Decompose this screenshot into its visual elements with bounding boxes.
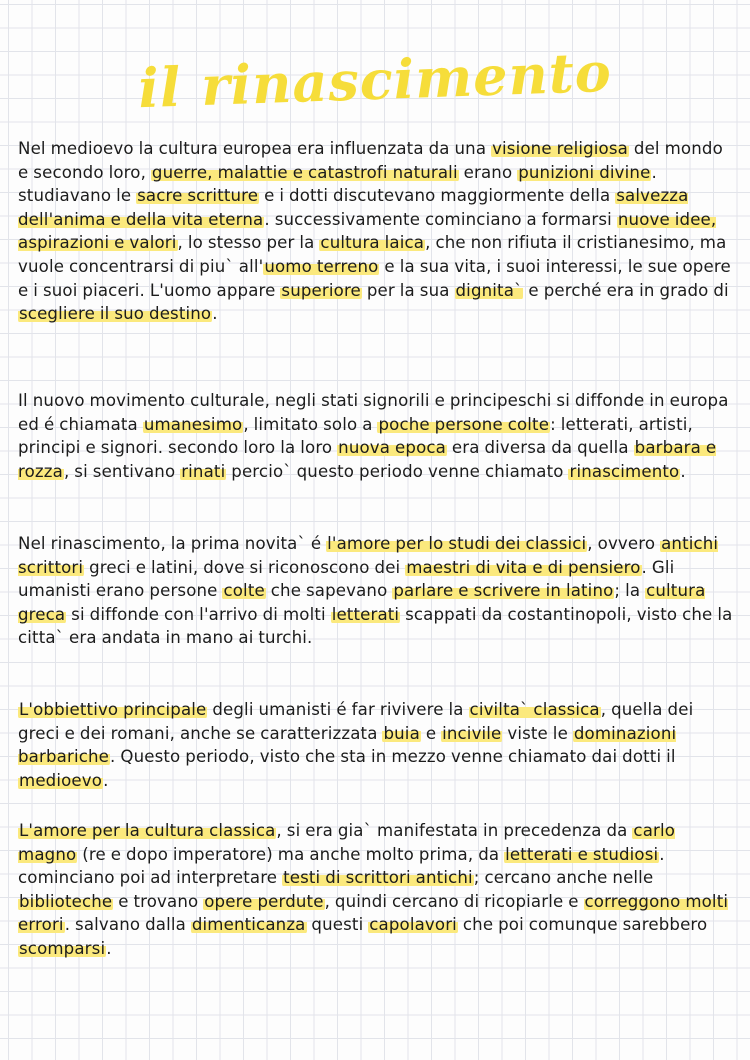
highlighted-text: cultura laica [320,233,425,253]
body-text: Il nuovo movimento culturale, negli stati signorili e principeschi si diffonde in europa ed é chiamata [18,391,729,434]
paragraph-novita-rinascimento [18,532,734,650]
body-text: , si era gia` manifestata in precedenza da [276,821,633,840]
body-text: . Questo periodo, visto che sta in mezzo venne chiamato dai dotti il [110,747,676,767]
highlighted-text: buia [383,723,420,743]
body-text: greci e latini, dove si riconoscono dei [84,557,406,577]
body-text: percio` questo periodo venne chiamato [226,461,569,481]
body-text: e trovano [113,891,204,911]
highlighted-text: maestri di vita e di pensiero [406,557,641,577]
body-text: degli umanisti é far rivivere la [207,700,469,719]
body-text: che sapevano [265,581,393,601]
highlighted-text: carlo magno [18,821,676,864]
highlighted-text: umanesimo [143,414,243,434]
body-text: e [420,723,442,743]
highlighted-text: scegliere il suo destino [19,304,212,324]
highlighted-text: rinati [181,461,226,481]
body-text: . studiavano le [18,162,657,206]
body-text: , quella dei greci e dei romani, anche se caratterizzata [18,700,694,743]
body-text: (re e dopo imperatore) ma anche molto prima, da [77,844,505,864]
body-text: , ovvero [587,534,661,553]
highlighted-text: L'obbiettivo principale [19,700,207,719]
highlighted-text: antichi scrittori [18,534,719,577]
body-text: . salvano dalla [64,915,191,935]
body-text: questi [306,915,369,935]
highlighted-text: superiore [281,280,361,300]
body-text: . [680,461,686,481]
highlighted-text: biblioteche [19,891,113,911]
highlighted-text: letterati [331,604,400,624]
body-text: Nel medioevo la cultura europea era influenzata da una [18,139,492,158]
paragraph-umanesimo [18,389,734,483]
page-title: il rinascimento [137,39,613,121]
body-text: . successivamente cominciano a formarsi [264,209,617,229]
highlighted-text: medioevo [19,770,103,790]
paragraph-obbiettivo-umanisti [18,698,734,792]
highlighted-text: letterati e studiosi [505,844,659,864]
highlighted-text: dimenticanza [191,915,306,935]
highlighted-text: civilta` classica [469,700,600,719]
highlighted-text: nuove idee, aspirazioni e valori [18,209,717,253]
highlighted-text: uomo terreno [264,256,379,276]
body-text: del mondo e secondo loro, [18,139,723,182]
body-text: che poi comunque sarebbero [457,915,708,935]
highlighted-text: testi di scrittori antichi [283,868,473,888]
body-text: ; la [614,581,646,601]
body-text: : letterati, artisti, principi e signori. secondo loro la loro [18,414,693,458]
body-text: e i dotti discutevano maggiormente della [259,186,616,206]
highlighted-text: colte [223,581,265,601]
body-text: , quindi cercano di ricopiarle e [324,891,584,911]
highlighted-text: capolavori [369,915,457,935]
highlighted-text: salvezza dell'anima e della vita eterna [18,186,689,229]
highlighted-text: visione religiosa [492,139,628,158]
body-text: . cominciano poi ad interpretare [18,844,665,888]
highlighted-text: sacre scritture [137,186,259,206]
highlighted-text: rinascimento [569,461,680,481]
paragraph-cultura-classica [18,819,734,961]
body-text: , si sentivano [63,461,181,481]
highlighted-text: l'amore per lo studi dei classici [327,534,587,553]
body-text: . Gli umanisti erano persone [18,557,675,601]
highlighted-text: nuova epoca [338,438,446,458]
highlighted-text: parlare e scrivere in latino [393,581,614,601]
highlighted-text: punizioni divine [518,162,651,182]
body-text: viste le [502,723,573,743]
body-text: e perché era in grado di [523,280,729,300]
body-text: ; cercano anche nelle [473,868,654,888]
highlighted-text: dignita` [455,280,523,300]
highlighted-text: scomparsi [19,938,106,958]
body-text: scappati da costantinopoli, visto che la citta` era andata in mano ai turchi. [18,604,733,648]
highlighted-text: poche persone colte [378,414,550,434]
highlighted-text: barbara e rozza [18,438,717,481]
body-text: erano [458,162,518,182]
body-text: . [103,770,109,790]
body-text: era diversa da quella [446,438,634,458]
highlighted-text: guerre, malattie e catastrofi naturali [151,162,458,182]
highlighted-text: incivile [442,723,502,743]
body-text: . [212,304,218,324]
highlighted-text: cultura greca [18,581,706,624]
body-text: Nel rinascimento, la prima novita` é [18,534,327,553]
body-text: per la sua [361,280,455,300]
highlighted-text: opere perdute [204,891,324,911]
body-text: , lo stesso per la [177,233,320,253]
body-text: , limitato solo a [243,414,378,434]
highlighted-text: dominazioni barbariche [18,723,677,767]
body-text: e la sua vita, i suoi interessi, le sue opere e i suoi piaceri. L'uomo appare [18,256,731,300]
body-text: , che non rifiuta il cristianesimo, ma vuole concentrarsi di piu` all' [18,233,727,276]
highlighted-text: L'amore per la cultura classica [19,821,276,840]
body-text: . [106,938,112,958]
highlighted-text: correggono molti errori [18,891,729,935]
body-text: si diffonde con l'arrivo di molti [66,604,331,624]
paragraph-medioevo [18,137,734,326]
